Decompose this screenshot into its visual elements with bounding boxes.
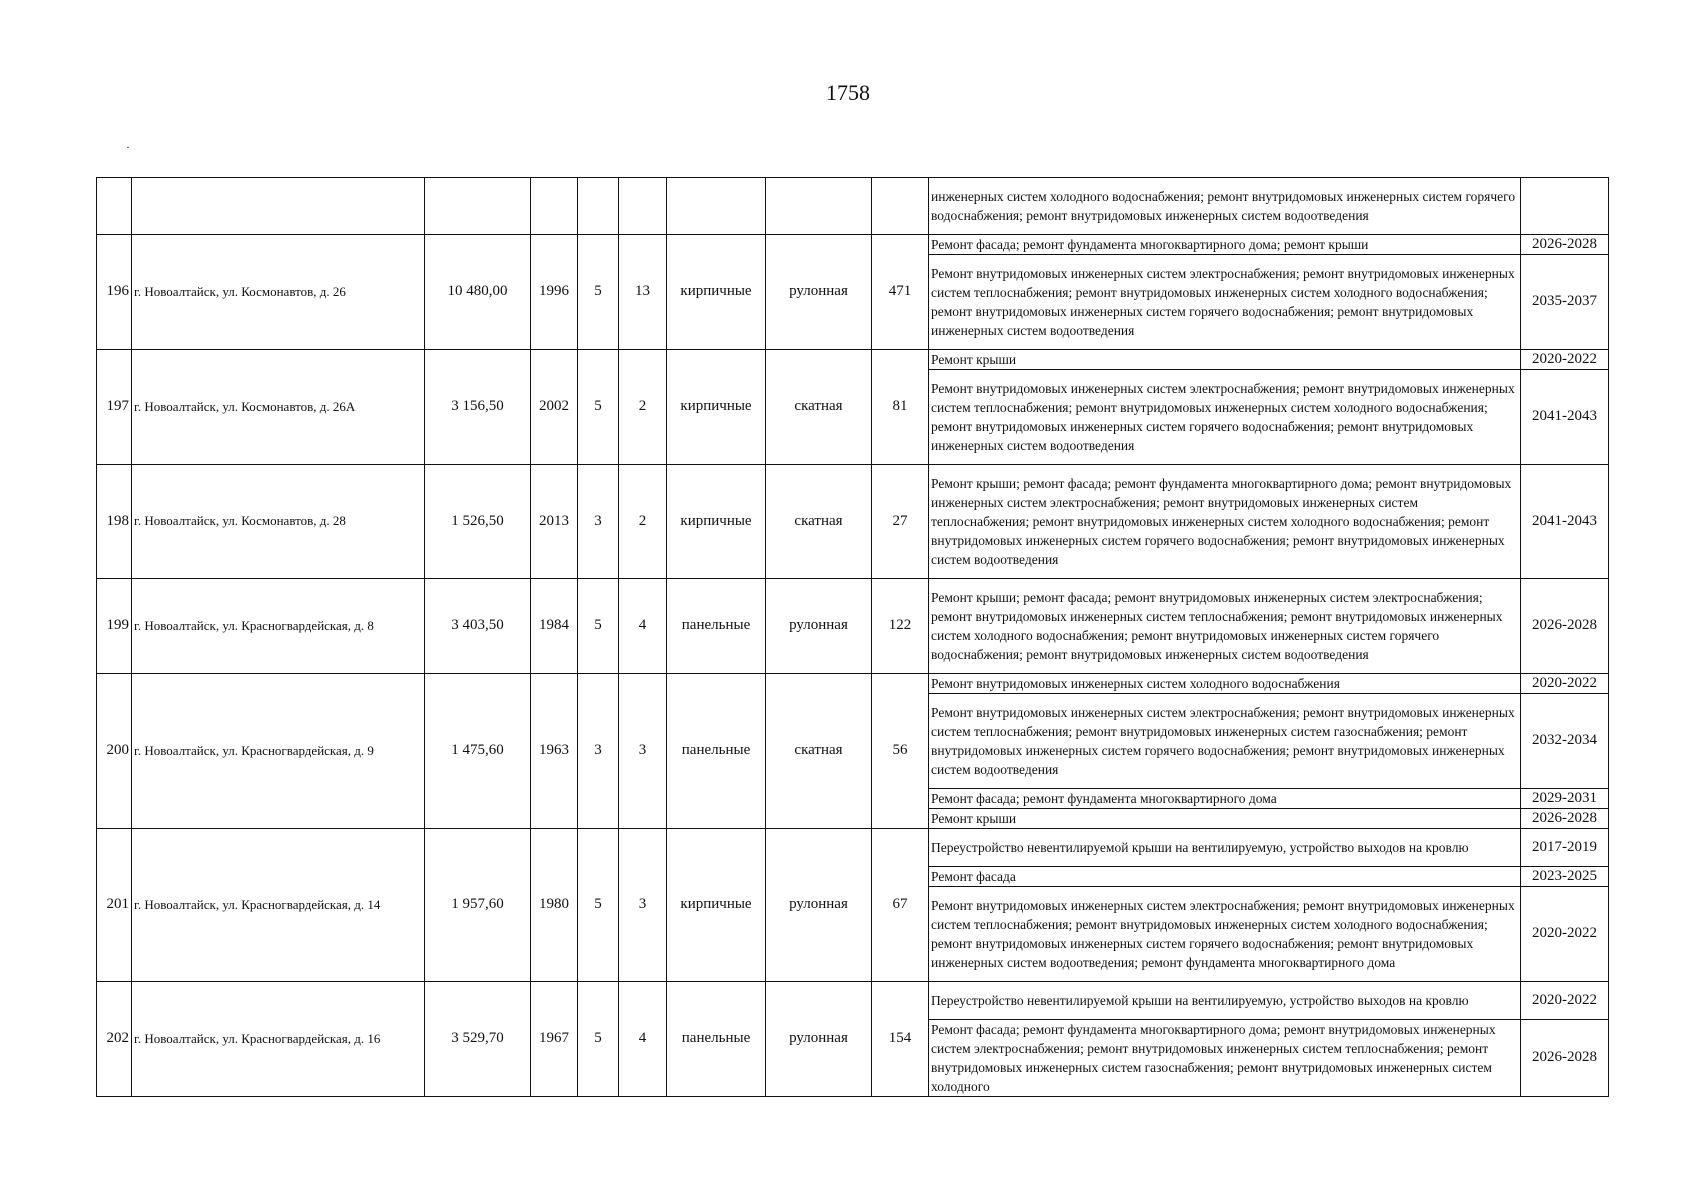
work-period: 2026-2028 [1521, 1020, 1609, 1097]
row-number: 200 [97, 674, 132, 829]
work-description: Ремонт крыши [929, 350, 1521, 370]
row-number: 198 [97, 465, 132, 579]
work-description: инженерных систем холодного водоснабжения; ремонт внутридомовых инженерных систем горячего водоснабжения; ремонт внутридомовых инженерных систем водоотведения [929, 178, 1521, 235]
year-cell: 2013 [531, 465, 578, 579]
empty-cell [132, 178, 425, 235]
table-row [97, 178, 1609, 235]
roof-type-cell: скатная [766, 465, 872, 579]
work-period: 2029-2031 [1521, 789, 1609, 809]
residents-cell: 122 [872, 579, 929, 674]
work-period: 2026-2028 [1521, 235, 1609, 255]
work-period: 2020-2022 [1521, 350, 1609, 370]
entrances-cell: 4 [619, 982, 667, 1097]
entrances-cell: 13 [619, 235, 667, 350]
walls-material-cell: панельные [667, 982, 766, 1097]
address-cell: г. Новоалтайск, ул. Красногвардейская, д. 8 [132, 579, 425, 674]
floors-cell: 5 [578, 350, 619, 465]
work-description: Ремонт внутридомовых инженерных систем электроснабжения; ремонт внутридомовых инженерных систем теплоснабжения; ремонт внутридомовых инженерных систем холодного водоснабжения; ремонт внутридомовых инженерных систем горячего водоснабжения; ремонт внутридомовых инженерных систем водоотведения [929, 370, 1521, 465]
floors-cell: 5 [578, 235, 619, 350]
work-description: Ремонт фасада; ремонт фундамента многоквартирного дома; ремонт внутридомовых инженерных систем электроснабжения; ремонт внутридомовых инженерных систем теплоснабжения; ремонт внутридомовых инженерных систем газоснабжения; ремонт внутридомовых инженерных систем холодного [929, 1020, 1521, 1097]
table-row [97, 465, 1609, 579]
work-description: Ремонт крыши [929, 809, 1521, 829]
walls-material-cell: кирпичные [667, 235, 766, 350]
area-cell: 1 475,60 [425, 674, 531, 829]
address-cell: г. Новоалтайск, ул. Космонавтов, д. 28 [132, 465, 425, 579]
empty-cell [578, 178, 619, 235]
row-number: 196 [97, 235, 132, 350]
work-period: 2020-2022 [1521, 674, 1609, 694]
roof-type-cell: скатная [766, 350, 872, 465]
year-cell: 1967 [531, 982, 578, 1097]
work-description: Ремонт внутридомовых инженерных систем электроснабжения; ремонт внутридомовых инженерных систем теплоснабжения; ремонт внутридомовых инженерных систем газоснабжения; ремонт внутридомовых инженерных систем горячего водоснабжения; ремонт внутридомовых инженерных систем водоотведения [929, 694, 1521, 789]
page-number: 1758 [826, 80, 870, 105]
area-cell: 1 526,50 [425, 465, 531, 579]
roof-type-cell: скатная [766, 674, 872, 829]
walls-material-cell: панельные [667, 579, 766, 674]
work-period: 2017-2019 [1521, 829, 1609, 867]
work-description: Ремонт внутридомовых инженерных систем электроснабжения; ремонт внутридомовых инженерных систем теплоснабжения; ремонт внутридомовых инженерных систем холодного водоснабжения; ремонт внутридомовых инженерных систем горячего водоснабжения; ремонт внутридомовых инженерных систем водоотведения [929, 255, 1521, 350]
year-cell: 1996 [531, 235, 578, 350]
floors-cell: 5 [578, 579, 619, 674]
row-number: 201 [97, 829, 132, 982]
year-cell: 2002 [531, 350, 578, 465]
area-cell: 3 403,50 [425, 579, 531, 674]
floors-cell: 3 [578, 674, 619, 829]
residents-cell: 154 [872, 982, 929, 1097]
empty-cell [97, 178, 132, 235]
work-period: 2032-2034 [1521, 694, 1609, 789]
work-description: Ремонт фасада [929, 867, 1521, 887]
empty-cell [766, 178, 872, 235]
floors-cell: 5 [578, 982, 619, 1097]
row-number: 197 [97, 350, 132, 465]
work-period: 2026-2028 [1521, 809, 1609, 829]
empty-cell [425, 178, 531, 235]
floors-cell: 5 [578, 829, 619, 982]
work-description: Переустройство невентилируемой крыши на вентилируемую, устройство выходов на кровлю [929, 982, 1521, 1020]
area-cell: 10 480,00 [425, 235, 531, 350]
work-description: Ремонт внутридомовых инженерных систем электроснабжения; ремонт внутридомовых инженерных систем теплоснабжения; ремонт внутридомовых инженерных систем холодного водоснабжения; ремонт внутридомовых инженерных систем горячего водоснабжения; ремонт внутридомовых инженерных систем водоотведения; ремонт фундамента многоквартирного дома [929, 887, 1521, 982]
entrances-cell: 3 [619, 829, 667, 982]
roof-type-cell: рулонная [766, 579, 872, 674]
table-row [97, 982, 1609, 1020]
area-cell: 3 529,70 [425, 982, 531, 1097]
work-description: Переустройство невентилируемой крыши на вентилируемую, устройство выходов на кровлю [929, 829, 1521, 867]
year-cell: 1963 [531, 674, 578, 829]
work-period: 2023-2025 [1521, 867, 1609, 887]
table-row [97, 829, 1609, 867]
work-description: Ремонт фасада; ремонт фундамента многоквартирного дома; ремонт крыши [929, 235, 1521, 255]
address-cell: г. Новоалтайск, ул. Космонавтов, д. 26 [132, 235, 425, 350]
address-cell: г. Новоалтайск, ул. Красногвардейская, д. 9 [132, 674, 425, 829]
row-number: 199 [97, 579, 132, 674]
residents-cell: 67 [872, 829, 929, 982]
entrances-cell: 2 [619, 350, 667, 465]
work-description: Ремонт крыши; ремонт фасада; ремонт фундамента многоквартирного дома; ремонт внутридомовых инженерных систем электроснабжения; ремонт внутридомовых инженерных систем теплоснабжения; ремонт внутридомовых инженерных систем холодного водоснабжения; ремонт внутридомовых инженерных систем горячего водоснабжения; ремонт внутридомовых инженерных систем водоотведения [929, 465, 1521, 579]
area-cell: 3 156,50 [425, 350, 531, 465]
floors-cell: 3 [578, 465, 619, 579]
roof-type-cell: рулонная [766, 982, 872, 1097]
address-cell: г. Новоалтайск, ул. Космонавтов, д. 26А [132, 350, 425, 465]
entrances-cell: 2 [619, 465, 667, 579]
year-cell: 1984 [531, 579, 578, 674]
walls-material-cell: кирпичные [667, 350, 766, 465]
residents-cell: 56 [872, 674, 929, 829]
empty-cell [531, 178, 578, 235]
table-row [97, 235, 1609, 255]
empty-cell [667, 178, 766, 235]
entrances-cell: 3 [619, 674, 667, 829]
address-cell: г. Новоалтайск, ул. Красногвардейская, д. 16 [132, 982, 425, 1097]
work-description: Ремонт внутридомовых инженерных систем холодного водоснабжения [929, 674, 1521, 694]
empty-cell [872, 178, 929, 235]
residents-cell: 27 [872, 465, 929, 579]
walls-material-cell: кирпичные [667, 465, 766, 579]
empty-cell [1521, 178, 1609, 235]
housing-repair-table [96, 177, 1609, 1097]
work-period: 2041-2043 [1521, 465, 1609, 579]
residents-cell: 81 [872, 350, 929, 465]
entrances-cell: 4 [619, 579, 667, 674]
scan-speck: · [126, 140, 130, 154]
walls-material-cell: кирпичные [667, 829, 766, 982]
roof-type-cell: рулонная [766, 829, 872, 982]
walls-material-cell: панельные [667, 674, 766, 829]
address-cell: г. Новоалтайск, ул. Красногвардейская, д. 14 [132, 829, 425, 982]
work-description: Ремонт крыши; ремонт фасада; ремонт внутридомовых инженерных систем электроснабжения; ремонт внутридомовых инженерных систем теплоснабжения; ремонт внутридомовых инженерных систем холодного водоснабжения; ремонт внутридомовых инженерных систем горячего водоснабжения; ремонт внутридомовых инженерных систем водоотведения [929, 579, 1521, 674]
work-period: 2020-2022 [1521, 982, 1609, 1020]
work-description: Ремонт фасада; ремонт фундамента многоквартирного дома [929, 789, 1521, 809]
year-cell: 1980 [531, 829, 578, 982]
work-period: 2035-2037 [1521, 255, 1609, 350]
roof-type-cell: рулонная [766, 235, 872, 350]
table-row [97, 350, 1609, 370]
empty-cell [619, 178, 667, 235]
area-cell: 1 957,60 [425, 829, 531, 982]
table-row [97, 579, 1609, 674]
work-period: 2026-2028 [1521, 579, 1609, 674]
work-period: 2020-2022 [1521, 887, 1609, 982]
row-number: 202 [97, 982, 132, 1097]
work-period: 2041-2043 [1521, 370, 1609, 465]
residents-cell: 471 [872, 235, 929, 350]
table-row [97, 674, 1609, 694]
